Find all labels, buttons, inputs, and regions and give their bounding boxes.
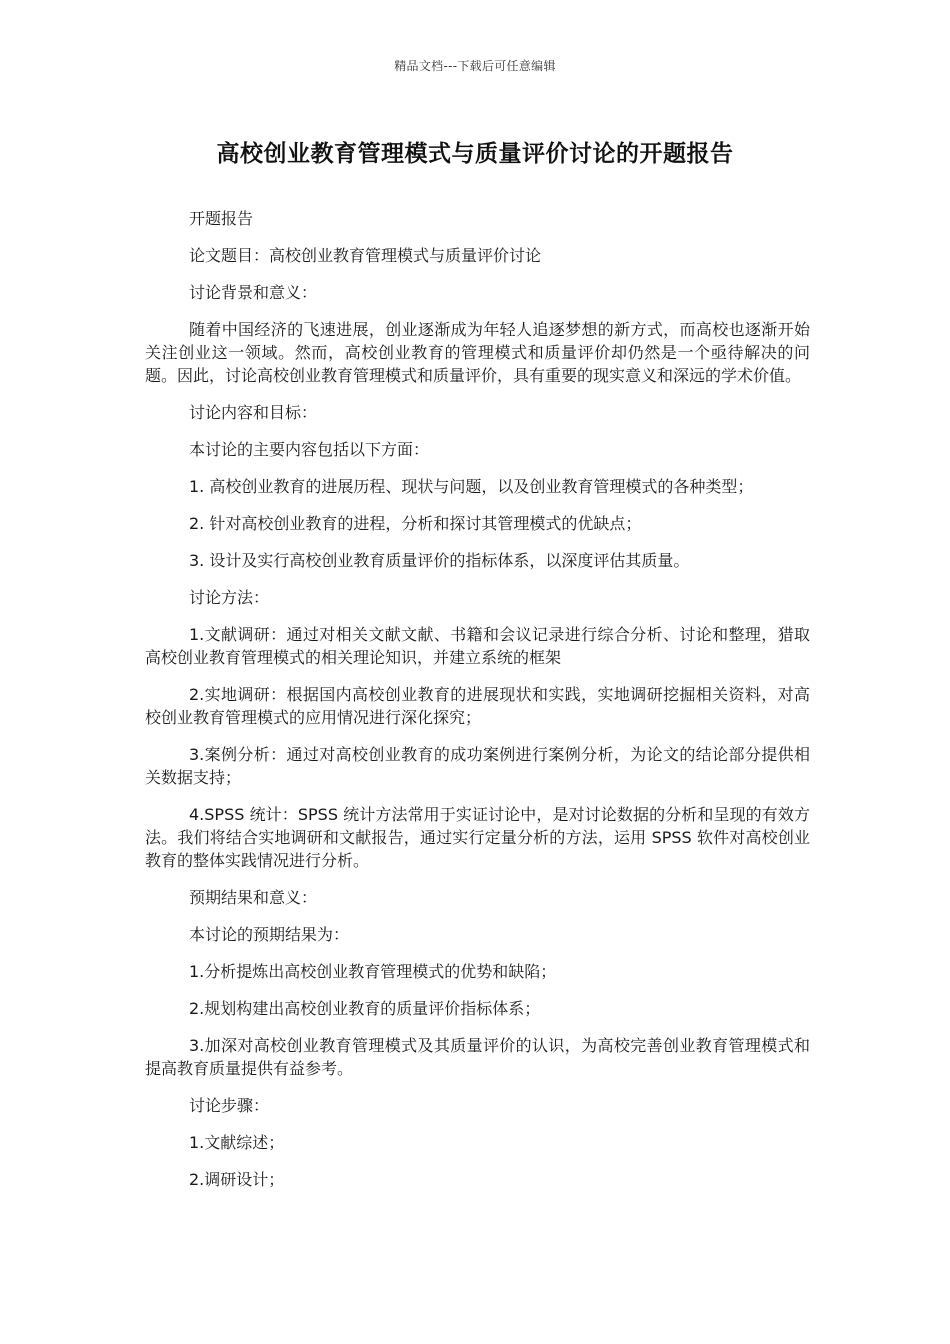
paragraph: 讨论内容和目标：	[189, 403, 318, 422]
paragraph: 本讨论的预期结果为：	[189, 925, 350, 944]
paragraph: 2.规划构建出高校创业教育的质量评价指标体系；	[189, 999, 541, 1018]
paragraph: 3.案例分析：通过对高校创业教育的成功案例进行案例分析，为论文的结论部分提供相关数据支持；	[145, 745, 810, 787]
paragraph: 讨论方法：	[189, 588, 270, 607]
paragraph: 3.加深对高校创业教育管理模式及其质量评价的认识，为高校完善创业教育管理模式和提高教育质量提供有益参考。	[145, 1036, 810, 1078]
paragraph: 1.文献调研：通过对相关文献文献、书籍和会议记录进行综合分析、讨论和整理，猎取高校创业教育管理模式的相关理论知识，并建立系统的框架	[145, 625, 810, 667]
paragraph: 1.文献综述；	[189, 1133, 285, 1152]
document-title: 高校创业教育管理模式与质量评价讨论的开题报告	[216, 141, 734, 167]
paragraph: 预期结果和意义：	[189, 888, 318, 907]
paragraph: 1. 高校创业教育的进展历程、现状与问题，以及创业教育管理模式的各种类型；	[189, 477, 754, 496]
paragraph: 3. 设计及实行高校创业教育质量评价的指标体系，以深度评估其质量。	[189, 551, 690, 570]
paragraph: 讨论背景和意义：	[189, 283, 318, 302]
paragraph: 1.分析提炼出高校创业教育管理模式的优势和缺陷；	[189, 962, 557, 981]
paragraph: 2. 针对高校创业教育的进程，分析和探讨其管理模式的优缺点；	[189, 514, 642, 533]
paragraph: 2.实地调研：根据国内高校创业教育的进展现状和实践，实地调研挖掘相关资料，对高校创业教育管理模式的应用情况进行深化探究；	[145, 685, 810, 727]
paragraph: 随着中国经济的飞速进展，创业逐渐成为年轻人追逐梦想的新方式，而高校也逐渐开始关注创业这一领域。然而，高校创业教育的管理模式和质量评价却仍然是一个亟待解决的问题。因此，讨论高校创业教育管理模式和质量评价，具有重要的现实意义和深远的学术价值。	[145, 320, 810, 385]
paragraph: 讨论步骤：	[189, 1096, 270, 1115]
paragraph: 论文题目：高校创业教育管理模式与质量评价讨论	[189, 246, 542, 265]
paragraph: 本讨论的主要内容包括以下方面：	[189, 440, 430, 459]
header-note: 精品文档---下载后可任意编辑	[394, 59, 556, 73]
paragraph: 2.调研设计；	[189, 1170, 285, 1189]
paragraph: 开题报告	[189, 209, 254, 228]
paragraph: 4.SPSS 统计：SPSS 统计方法常用于实证讨论中，是对讨论数据的分析和呈现的有效方法。我们将结合实地调研和文献报告，通过实行定量分析的方法，运用 SPSS 软件对高校创业教育的整体实践情况进行分析。	[145, 805, 810, 870]
document-body	[145, 207, 810, 1205]
